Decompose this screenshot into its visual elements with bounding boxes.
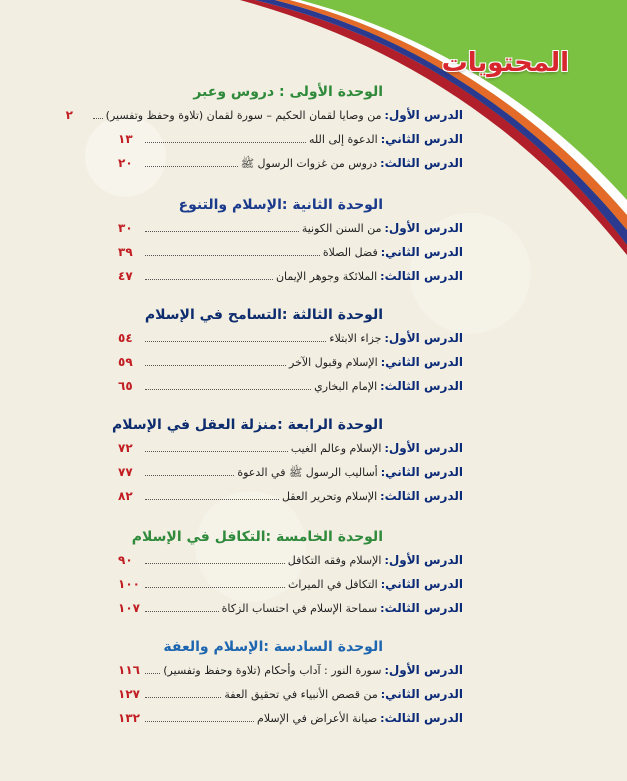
leader-dots	[145, 128, 306, 143]
lesson-label: الدرس الثاني	[385, 355, 463, 369]
page-number: ٣٩	[118, 245, 133, 259]
lesson-row[interactable]: الدرس الأول : الإسلام وفقه التكافل ٩٠	[118, 548, 463, 572]
unit-1	[65, 81, 463, 175]
leader-dots	[145, 152, 238, 167]
page-number: ١٠٧	[118, 601, 140, 615]
lesson-title: سورة النور : آداب وأحكام (تلاوة وحفظ وتفسير)	[163, 664, 382, 677]
leader-dots	[145, 549, 285, 564]
lesson-title: الإمام البخاري	[314, 380, 378, 393]
lesson-title: فضل الصلاة	[322, 246, 378, 259]
leader-dots	[145, 375, 311, 390]
lesson-row[interactable]: الدرس الأول : الإسلام وعالم الغيب ٧٢	[118, 436, 463, 460]
lesson-title: الإسلام وفقه التكافل	[287, 554, 382, 567]
lesson-title: الإسلام وقبول الآخر	[289, 356, 378, 369]
unit-4	[111, 414, 463, 508]
lesson-label: الدرس الأول	[388, 331, 463, 345]
page-number: ٥٤	[118, 331, 133, 345]
lesson-row[interactable]: الدرس الثالث : الإسلام وتحرير العقل ٨٢	[118, 484, 463, 508]
page-number: ٤٧	[118, 269, 133, 283]
lesson-label: الدرس الثالث	[384, 489, 463, 503]
lesson-label: الدرس الثاني	[385, 687, 463, 701]
lesson-row[interactable]: الدرس الأول : من وصايا لقمان الحكيم – سورة لقمان (تلاوة وحفظ وتفسير) ٢	[118, 103, 463, 127]
leader-dots	[145, 485, 279, 500]
unit-2	[118, 194, 463, 288]
lesson-title: أساليب الرسول ﷺ في الدعوة	[237, 466, 378, 479]
leader-dots	[145, 327, 326, 342]
lesson-label: الدرس الأول	[388, 441, 463, 455]
page-number: ٧٢	[118, 441, 133, 455]
leader-dots	[145, 707, 254, 722]
leader-dots	[145, 461, 234, 476]
lesson-label: الدرس الثاني	[385, 132, 463, 146]
leader-dots	[145, 351, 286, 366]
page-number: ١٢٧	[118, 687, 140, 701]
leader-dots	[145, 437, 288, 452]
unit-title: الوحدة السادسة :الإسلام والعفة	[163, 639, 383, 655]
lesson-title: من السنن الكونية	[301, 222, 382, 235]
lesson-title: من وصايا لقمان الحكيم – سورة لقمان (تلاوة وحفظ وتفسير)	[105, 109, 382, 122]
leader-dots	[145, 659, 160, 674]
page-number: ١١٦	[118, 663, 140, 677]
leader-dots	[145, 597, 219, 612]
lesson-row[interactable]: الدرس الثاني : الدعوة إلى الله ١٣	[118, 127, 463, 151]
page-title: المحتويات	[441, 48, 569, 78]
lesson-title: الإسلام وتحرير العقل	[281, 490, 378, 503]
page-number: ٩٠	[118, 553, 133, 567]
lesson-row[interactable]: الدرس الثالث : الملائكة وجوهر الإيمان ٤٧	[118, 264, 463, 288]
lesson-title: دروس من غزوات الرسول ﷺ	[240, 157, 378, 170]
lesson-row[interactable]: الدرس الثالث : صيانة الأعراض في الإسلام ١٣٢	[118, 706, 463, 730]
unit-title: الوحدة الثالثة :التسامح في الإسلام	[144, 307, 383, 323]
unit-title: الوحدة الثانية :الإسلام والتنوع	[178, 197, 383, 213]
leader-dots	[145, 573, 285, 588]
lesson-title: التكافل في الميراث	[287, 578, 378, 591]
page-number: ٣٠	[118, 221, 133, 235]
unit-6	[118, 636, 463, 730]
lesson-label: الدرس الثالث	[384, 601, 463, 615]
unit-5	[118, 526, 463, 620]
lesson-row[interactable]: الدرس الثالث : سماحة الإسلام في احتساب الزكاة ١٠٧	[118, 596, 463, 620]
lesson-label: الدرس الثالث	[384, 379, 463, 393]
page-number: ٧٧	[118, 465, 133, 479]
lesson-row[interactable]: الدرس الأول : سورة النور : آداب وأحكام (تلاوة وحفظ وتفسير) ١١٦	[118, 658, 463, 682]
lesson-label: الدرس الثاني	[385, 465, 463, 479]
lesson-row[interactable]: الدرس الثاني : فضل الصلاة ٣٩	[118, 240, 463, 264]
page-number: ١٣	[118, 132, 133, 146]
page-number: ٢	[65, 108, 73, 122]
page-number: ٢٠	[118, 156, 133, 170]
lesson-label: الدرس الثاني	[385, 245, 463, 259]
lesson-label: الدرس الثالث	[384, 269, 463, 283]
lesson-row[interactable]: الدرس الثاني : التكافل في الميراث ١٠٠	[118, 572, 463, 596]
lesson-label: الدرس الأول	[388, 221, 463, 235]
page-number: ٨٢	[118, 489, 133, 503]
unit-title: الوحدة الرابعة :منزلة العقل في الإسلام	[111, 417, 383, 433]
lesson-row[interactable]: الدرس الأول : جزاء الابتلاء ٥٤	[118, 326, 463, 350]
lesson-row[interactable]: الدرس الثالث : دروس من غزوات الرسول ﷺ ٢٠	[118, 151, 463, 175]
lesson-row[interactable]: الدرس الأول : من السنن الكونية ٣٠	[118, 216, 463, 240]
lesson-title: الإسلام وعالم الغيب	[290, 442, 382, 455]
leader-dots	[145, 241, 320, 256]
lesson-label: الدرس الثالث	[384, 156, 463, 170]
leader-dots	[93, 104, 103, 119]
lesson-row[interactable]: الدرس الثالث : الإمام البخاري ٦٥	[118, 374, 463, 398]
lesson-label: الدرس الثالث	[384, 711, 463, 725]
leader-dots	[145, 683, 221, 698]
page-number: ١٣٢	[118, 711, 140, 725]
page-number: ٥٩	[118, 355, 133, 369]
lesson-title: جزاء الابتلاء	[329, 332, 382, 345]
page-number: ٦٥	[118, 379, 133, 393]
lesson-label: الدرس الأول	[388, 553, 463, 567]
lesson-row[interactable]: الدرس الثاني : من قصص الأنبياء في تحقيق العفة ١٢٧	[118, 682, 463, 706]
lesson-title: من قصص الأنبياء في تحقيق العفة	[224, 688, 378, 701]
lesson-label: الدرس الأول	[388, 663, 463, 677]
lesson-title: صيانة الأعراض في الإسلام	[257, 712, 378, 725]
lesson-label: الدرس الثاني	[385, 577, 463, 591]
lesson-title: الدعوة إلى الله	[309, 133, 378, 146]
lesson-row[interactable]: الدرس الثاني : الإسلام وقبول الآخر ٥٩	[118, 350, 463, 374]
page-number: ١٠٠	[118, 577, 140, 591]
unit-3	[118, 304, 463, 398]
unit-title: الوحدة الخامسة :التكافل في الإسلام	[131, 529, 383, 545]
lesson-row[interactable]: الدرس الثاني : أساليب الرسول ﷺ في الدعوة ٧٧	[118, 460, 463, 484]
lesson-title: سماحة الإسلام في احتساب الزكاة	[221, 602, 378, 615]
unit-title: الوحدة الأولى : دروس وعبر	[193, 84, 383, 100]
lesson-title: الملائكة وجوهر الإيمان	[275, 270, 378, 283]
leader-dots	[145, 265, 273, 280]
leader-dots	[145, 217, 299, 232]
lesson-label: الدرس الأول	[388, 108, 463, 122]
